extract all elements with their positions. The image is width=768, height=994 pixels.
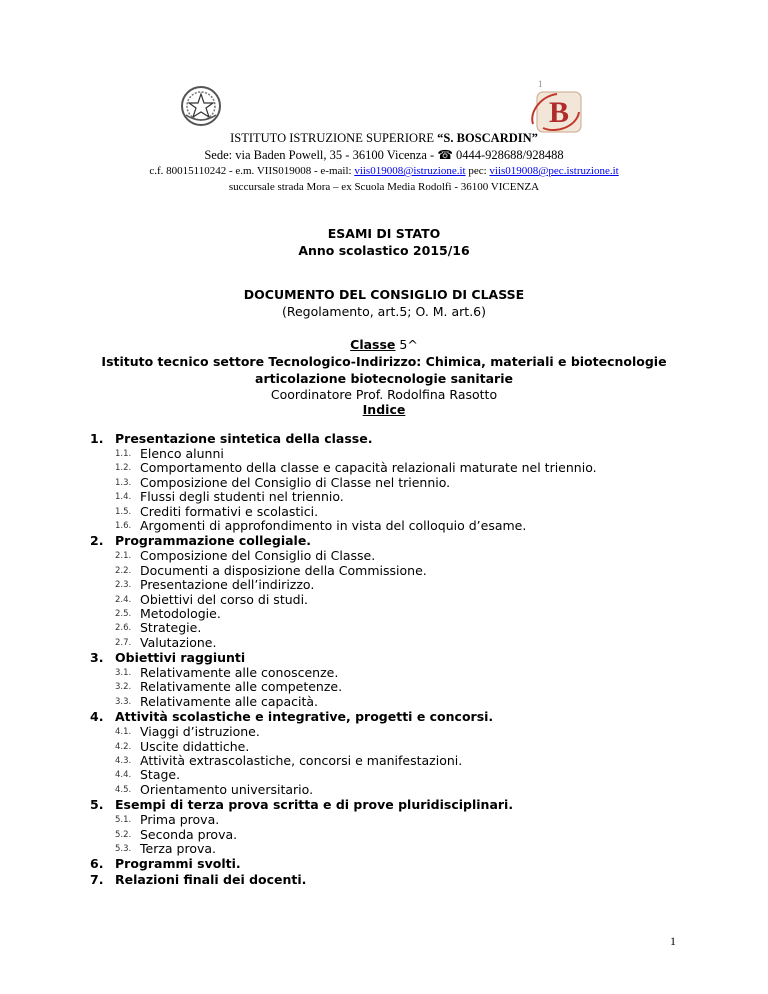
toc-item-text: Relativamente alle conoscenze. (140, 665, 339, 681)
toc-section-number: 5. (90, 797, 104, 813)
class-line (0, 336, 768, 353)
toc-item-text: Relativamente alle competenze. (140, 679, 343, 695)
toc-item-number: 2.6. (115, 623, 132, 634)
toc-section-title: Relazioni finali dei docenti. (115, 872, 307, 888)
toc-item-number: 1.1. (115, 449, 132, 459)
toc-item-number: 3.1. (115, 668, 132, 679)
toc-item-text: Attività extrascolastiche, concorsi e manifestazioni. (140, 753, 463, 769)
toc-item (90, 461, 710, 475)
toc-section-number: 3. (90, 650, 104, 666)
toc-item-number: 3.3. (115, 696, 132, 707)
toc-item-text: Obiettivi del corso di studi. (140, 591, 309, 607)
institute-prefix: ISTITUTO ISTRUZIONE SUPERIORE (230, 131, 438, 145)
top-page-number: 1 (538, 79, 543, 89)
regulation-note: (Regolamento, art.5; O. M. art.6) (281, 304, 487, 319)
toc-item (90, 621, 710, 635)
exam-title: ESAMI DI STATO (327, 226, 441, 241)
toc-item-number: 4.1. (115, 727, 132, 738)
toc-item-text: Composizione del Consiglio di Classe nel triennio. (140, 474, 451, 490)
toc-item-text: Crediti formativi e scolastici. (140, 503, 319, 519)
toc-item-text: Uscite didattiche. (140, 738, 250, 754)
toc-item (90, 476, 710, 490)
toc-item-text: Documenti a disposizione della Commissione. (140, 562, 427, 578)
toc-item (90, 680, 710, 694)
toc-item (90, 578, 710, 592)
toc-item-text: Viaggi d’istruzione. (140, 724, 260, 740)
toc-item-number: 1.6. (115, 520, 132, 531)
toc-item-text: Metodologie. (140, 605, 221, 621)
document-title: DOCUMENTO DEL CONSIGLIO DI CLASSE (243, 287, 525, 302)
toc-item (90, 593, 710, 607)
toc-item-text: Composizione del Consiglio di Classe. (140, 548, 376, 564)
toc-item (90, 842, 710, 856)
index-title: Indice (362, 402, 406, 417)
toc-item-text: Presentazione dell’indirizzo. (140, 577, 315, 593)
toc-item-number: 4.5. (115, 784, 132, 795)
toc-item (90, 754, 710, 768)
toc-item-number: 2.1. (115, 551, 132, 562)
institute-line (0, 130, 768, 147)
class-value: 5^ (395, 337, 418, 352)
toc-item (90, 636, 710, 650)
toc-item-text: Comportamento della classe e capacità relazionali maturate nel triennio. (140, 460, 597, 476)
toc-section-number: 6. (90, 856, 104, 872)
contacts-line (0, 163, 768, 180)
toc-item-text: Prima prova. (140, 812, 220, 828)
toc-item-number: 2.7. (115, 637, 132, 648)
toc-section-number: 7. (90, 872, 104, 888)
branch-line: succursale strada Mora – ex Scuola Media Rodolfi - 36100 VICENZA (228, 181, 540, 193)
toc-item-number: 2.5. (115, 608, 132, 619)
toc-item-number: 1.2. (115, 463, 132, 474)
toc-item (90, 607, 710, 621)
toc-item (90, 695, 710, 709)
toc-item-text: Stage. (140, 767, 181, 783)
toc-item-text: Seconda prova. (140, 826, 238, 842)
toc-item-number: 2.3. (115, 580, 132, 591)
toc-item-text: Valutazione. (140, 634, 217, 650)
toc-section (90, 709, 710, 725)
articulation: articolazione biotecnologie sanitarie (255, 371, 513, 386)
toc-item-number: 2.4. (115, 594, 132, 605)
toc-section-title: Presentazione sintetica della classe. (115, 431, 373, 446)
toc-item-number: 5.2. (115, 829, 132, 840)
toc-item-text: Argomenti di approfondimento in vista del colloquio d’esame. (140, 517, 527, 533)
email-link[interactable]: viis019008@istruzione.it (354, 165, 466, 177)
toc-item (90, 564, 710, 578)
toc-item (90, 828, 710, 842)
toc-item-text: Orientamento universitario. (140, 781, 314, 797)
toc-section-title: Programmazione collegiale. (115, 533, 312, 549)
toc-item (90, 666, 710, 680)
toc-item-number: 1.3. (115, 477, 132, 488)
toc-section-number: 4. (90, 709, 104, 725)
coordinator: Coordinatore Prof. Rodolfina Rasotto (270, 387, 498, 402)
school-logo-icon (527, 88, 585, 136)
toc-section (90, 431, 710, 447)
toc-section-title: Esempi di terza prova scritta e di prove pluridisciplinari. (115, 797, 514, 813)
address-line: Sede: via Baden Powell, 35 - 36100 Vicenza - ☎ 0444-928688/928488 (204, 148, 564, 162)
toc-section (90, 533, 710, 549)
toc-section-title: Obiettivi raggiunti (115, 650, 246, 666)
pec-link[interactable]: viis019008@pec.istruzione.it (489, 165, 619, 177)
toc-item (90, 813, 710, 827)
toc-section (90, 650, 710, 666)
toc-item (90, 768, 710, 782)
toc-item (90, 519, 710, 533)
toc-item-text: Relativamente alle capacità. (140, 693, 319, 709)
toc-item-number: 3.2. (115, 682, 132, 693)
pec-prefix: pec: (465, 165, 490, 177)
toc-item-text: Flussi degli studenti nel triennio. (140, 489, 344, 505)
toc-item (90, 490, 710, 504)
toc-item (90, 505, 710, 519)
class-label: Classe (350, 337, 396, 352)
toc-item (90, 447, 710, 461)
toc-item (90, 725, 710, 739)
school-year: Anno scolastico 2015/16 (298, 243, 470, 258)
institute-name: “S. BOSCARDIN” (437, 131, 538, 145)
toc-item-number: 1.4. (115, 492, 132, 503)
toc-item-number: 1.5. (115, 506, 132, 517)
page-number: 1 (670, 934, 676, 948)
toc-item-text: Strategie. (140, 620, 202, 636)
toc-item-text: Terza prova. (140, 840, 217, 856)
toc-item (90, 783, 710, 797)
toc-section-title: Programmi svolti. (115, 856, 241, 872)
institute-type: Istituto tecnico settore Tecnologico-Indirizzo: Chimica, materiali e biotecnologie (101, 354, 667, 369)
toc-section (90, 856, 710, 872)
toc-section (90, 872, 710, 888)
republic-emblem-icon (180, 85, 222, 127)
toc-item (90, 740, 710, 754)
toc-item-text: Elenco alunni (140, 446, 224, 461)
fiscal-prefix: c.f. 80015110242 - e.m. VIIS019008 - e-mail: (149, 165, 355, 177)
toc-section (90, 797, 710, 813)
toc-section-number: 1. (90, 431, 104, 446)
logo-letter: B (548, 96, 570, 129)
toc-item-number: 4.2. (115, 741, 132, 752)
toc-item-number: 4.3. (115, 756, 132, 767)
toc-section-number: 2. (90, 533, 104, 549)
toc-item-number: 2.2. (115, 565, 132, 576)
toc-item-number: 5.3. (115, 843, 132, 854)
toc-item (90, 549, 710, 563)
toc-item-number: 5.1. (115, 815, 132, 826)
toc-item-number: 4.4. (115, 770, 132, 781)
toc-section-title: Attività scolastiche e integrative, progetti e concorsi. (115, 709, 494, 725)
table-of-contents (90, 431, 710, 888)
